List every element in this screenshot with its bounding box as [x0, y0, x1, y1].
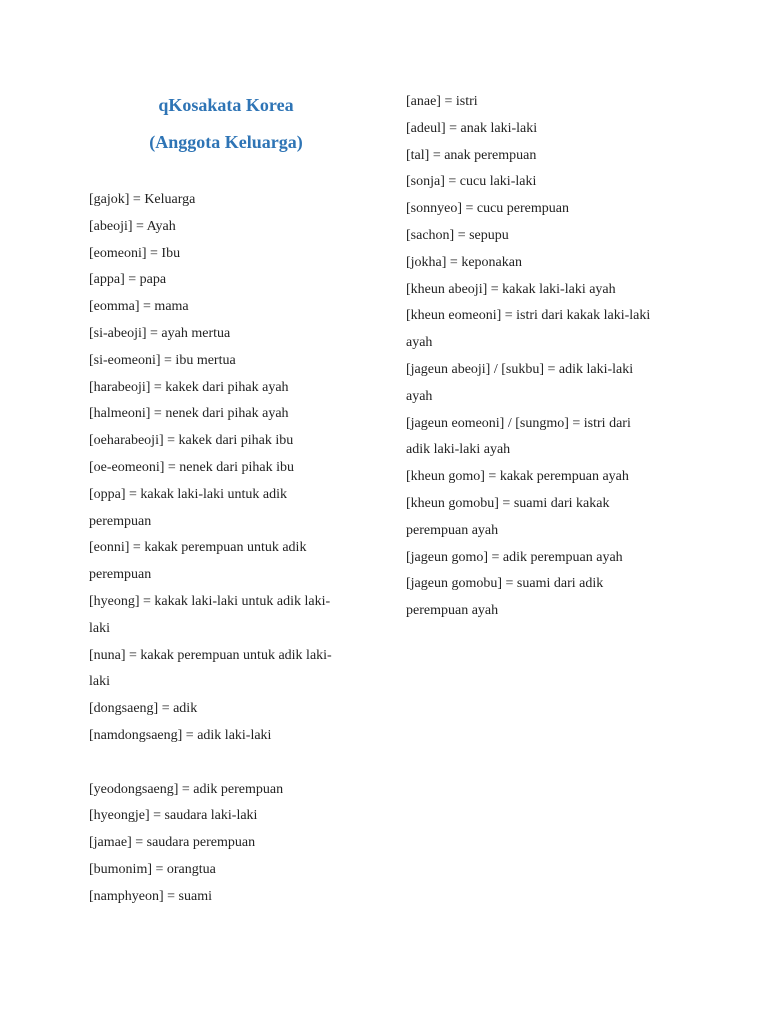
vocabulary-entry-line: [kheun gomobu] = suami dari kakak: [406, 495, 610, 511]
vocabulary-entry-line: ayah: [406, 335, 433, 351]
vocabulary-entry-line: laki: [89, 620, 110, 636]
vocabulary-entry: [89, 723, 332, 750]
vocabulary-entry-line: [jokha] = keponakan: [406, 254, 522, 270]
vocabulary-entry-line: [hyeong] = kakak laki-laki untuk adik laki-: [89, 593, 331, 609]
vocabulary-entry: [89, 830, 332, 857]
paragraph-gap: [89, 750, 332, 777]
vocabulary-entry-line: [abeoji] = Ayah: [89, 218, 176, 234]
vocabulary-entry-line: [namphyeon] = suami: [89, 888, 212, 904]
vocabulary-entry-line: [jageun eomeoni] / [sungmo] = istri dari: [406, 415, 631, 431]
vocabulary-entry: [89, 401, 332, 428]
vocabulary-entry: [406, 250, 650, 277]
vocabulary-entry-line: [jamae] = saudara perempuan: [89, 835, 256, 851]
vocabulary-entry-line: [kheun eomeoni] = istri dari kakak laki-laki: [406, 308, 651, 324]
vocabulary-entry: [89, 348, 332, 375]
vocabulary-entry: [89, 482, 332, 536]
vocabulary-entry: [406, 143, 650, 170]
vocabulary-entry-line: [bumonim] = orangtua: [89, 861, 216, 877]
vocabulary-entry-line: [eonni] = kakak perempuan untuk adik: [89, 540, 307, 556]
vocabulary-entry-line: [oe-eomeoni] = nenek dari pihak ibu: [89, 459, 294, 475]
vocabulary-entry: [89, 777, 332, 804]
vocabulary-entry-line: [sachon] = sepupu: [406, 227, 509, 243]
vocabulary-entry-line: [si-abeoji] = ayah mertua: [89, 325, 231, 341]
vocabulary-entry: [406, 89, 650, 116]
vocabulary-entry-line: [namdongsaeng] = adik laki-laki: [89, 727, 272, 743]
vocabulary-entry-line: perempuan: [89, 513, 152, 529]
vocabulary-entry-line: [yeodongsaeng] = adik perempuan: [89, 781, 284, 797]
vocabulary-entry-line: adik laki-laki ayah: [406, 442, 511, 458]
vocabulary-entry: [89, 803, 332, 830]
vocabulary-entry: [89, 857, 332, 884]
vocabulary-entry-line: [si-eomeoni] = ibu mertua: [89, 352, 236, 368]
vocabulary-entry-line: [hyeongje] = saudara laki-laki: [89, 808, 258, 824]
vocabulary-entry-line: [nuna] = kakak perempuan untuk adik laki-: [89, 647, 332, 663]
document-title: [89, 92, 363, 166]
vocabulary-entry-line: [oppa] = kakak laki-laki untuk adik: [89, 486, 288, 502]
vocabulary-entry: [89, 294, 332, 321]
vocabulary-entry-line: [harabeoji] = kakek dari pihak ayah: [89, 379, 289, 395]
vocabulary-entry-line: perempuan ayah: [406, 603, 499, 619]
vocabulary-entry: [89, 214, 332, 241]
vocabulary-entry-line: perempuan ayah: [406, 522, 499, 538]
vocabulary-entry: [89, 321, 332, 348]
vocabulary-entry: [406, 464, 650, 491]
vocabulary-entry: [406, 196, 650, 223]
vocabulary-entry-line: [halmeoni] = nenek dari pihak ayah: [89, 406, 289, 422]
vocabulary-entry: [406, 571, 650, 625]
vocabulary-entry: [406, 303, 650, 357]
vocabulary-entry-line: [jageun gomobu] = suami dari adik: [406, 576, 604, 592]
vocabulary-entry-line: [appa] = papa: [89, 272, 167, 288]
vocabulary-entry: [406, 491, 650, 545]
vocabulary-entry: [89, 267, 332, 294]
vocabulary-entry-line: laki: [89, 674, 110, 690]
vocabulary-entry-line: [sonnyeo] = cucu perempuan: [406, 201, 570, 217]
vocabulary-entry: [89, 375, 332, 402]
vocabulary-entry: [406, 223, 650, 250]
vocabulary-entry-line: [kheun gomo] = kakak perempuan ayah: [406, 469, 629, 485]
vocabulary-entry: [89, 428, 332, 455]
vocabulary-entry-line: [gajok] = Keluarga: [89, 192, 196, 207]
title-line-subtitle: (Anggota Keluarga): [149, 132, 303, 152]
vocabulary-entry-line: [jageun gomo] = adik perempuan ayah: [406, 549, 623, 565]
vocabulary-entry: [89, 535, 332, 589]
vocabulary-entry: [406, 116, 650, 143]
vocabulary-entry: [89, 187, 332, 214]
vocabulary-entry: [89, 589, 332, 643]
vocabulary-entry-line: [anae] = istri: [406, 94, 478, 109]
vocabulary-entry-line: ayah: [406, 388, 433, 404]
vocabulary-entry-line: [adeul] = anak laki-laki: [406, 120, 538, 136]
vocabulary-entry-line: [jageun abeoji] / [sukbu] = adik laki-laki: [406, 361, 634, 377]
vocabulary-entry: [406, 169, 650, 196]
vocabulary-list-left: [89, 187, 332, 911]
vocabulary-entry: [89, 455, 332, 482]
vocabulary-entry: [406, 357, 650, 411]
vocabulary-entry-line: [oeharabeoji] = kakek dari pihak ibu: [89, 433, 294, 449]
vocabulary-entry: [89, 696, 332, 723]
vocabulary-entry-line: [eomma] = mama: [89, 299, 189, 315]
vocabulary-entry: [89, 884, 332, 911]
vocabulary-entry-line: [kheun abeoji] = kakak laki-laki ayah: [406, 281, 616, 297]
vocabulary-entry: [89, 241, 332, 268]
vocabulary-entry-line: perempuan: [89, 567, 152, 583]
vocabulary-entry-line: [tal] = anak perempuan: [406, 147, 537, 163]
vocabulary-entry-line: [eomeoni] = Ibu: [89, 245, 181, 261]
vocabulary-entry-line: [sonja] = cucu laki-laki: [406, 174, 537, 190]
vocabulary-entry: [406, 411, 650, 465]
vocabulary-entry: [406, 277, 650, 304]
vocabulary-entry: [89, 643, 332, 697]
vocabulary-list-right: [406, 89, 650, 625]
vocabulary-entry-line: [dongsaeng] = adik: [89, 701, 198, 717]
vocabulary-entry: [406, 545, 650, 572]
title-line-main: qKosakata Korea: [158, 95, 294, 115]
